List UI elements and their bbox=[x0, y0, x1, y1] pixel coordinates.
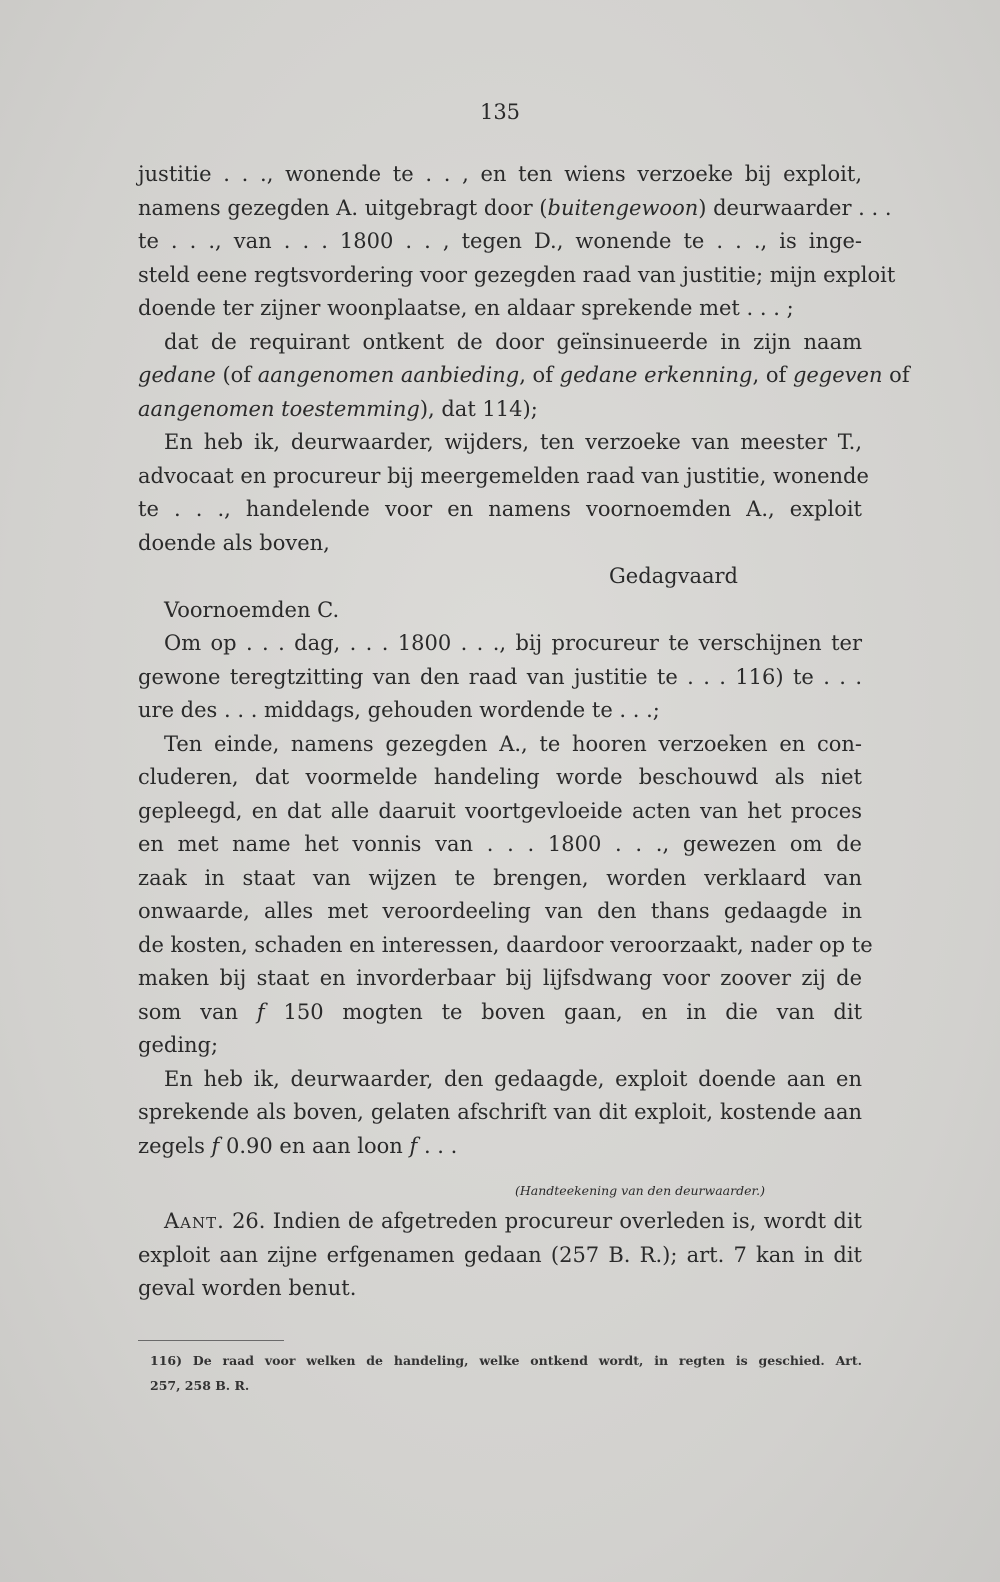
text-line: advocaat en procureur bij meergemelden raad van justitie, wonende bbox=[138, 463, 869, 488]
note-line: exploit aan zijne erfgenamen gedaan (257 B. R.); art. 7 kan in dit bbox=[138, 1242, 862, 1267]
note-line: Aant. 26. Indien de afgetreden procureur overleden is, wordt dit bbox=[164, 1209, 862, 1233]
text-line: ure des . . . middags, gehouden wordende te . . .; bbox=[138, 698, 660, 722]
text-line: en met name het vonnis van . . . 1800 . . ., gewezen om de bbox=[138, 832, 862, 856]
text-line: som van f 150 mogten te boven gaan, en in die van dit bbox=[138, 999, 863, 1024]
text-line: onwaarde, alles met veroordeeling van den thans gedaagde in bbox=[138, 899, 862, 923]
text-line: steld eene regtsvordering voor gezegden raad van justitie; mijn exploit bbox=[138, 262, 896, 287]
footnote-line: 116) De raad voor welken de handeling, welke ontkend wordt, in regten is geschied. Art. bbox=[150, 1353, 862, 1368]
text-line: justitie . . ., wonende te . . , en ten wiens verzoeke bij exploit, bbox=[138, 162, 862, 186]
annotation-note bbox=[138, 1205, 862, 1306]
footnote bbox=[150, 1348, 862, 1398]
text-line: Om op . . . dag, . . . 1800 . . ., bij procureur te verschijnen ter bbox=[164, 631, 862, 655]
text-line: te . . ., van . . . 1800 . . , tegen D., wonende te . . ., is inge- bbox=[138, 229, 862, 253]
text-line: gewone teregtzitting van den raad van justitie te . . . 116) te . . . bbox=[138, 664, 862, 689]
body-text bbox=[138, 158, 910, 1163]
footnote-line: 257, 258 B. R. bbox=[150, 1378, 250, 1393]
text-line: dat de requirant ontkent de door geïnsinueerde in zijn naam bbox=[164, 329, 862, 354]
text-line: geding; bbox=[138, 1033, 219, 1057]
text-line: Voornoemden C. bbox=[164, 597, 340, 622]
page-number: 135 bbox=[479, 100, 521, 124]
note-line: geval worden benut. bbox=[138, 1276, 357, 1300]
text-line: gepleegd, en dat alle daaruit voortgevloeide acten van het proces bbox=[138, 798, 862, 823]
text-line: gedane (of aangenomen aanbieding, of gedane erkenning, of gegeven of bbox=[138, 363, 910, 387]
text-line: En heb ik, deurwaarder, den gedaagde, exploit doende aan en bbox=[164, 1066, 862, 1091]
text-line: te . . ., handelende voor en namens voornoemden A., exploit bbox=[138, 497, 862, 521]
signature-placeholder: (Handteekening van den deurwaarder.) bbox=[515, 1183, 765, 1198]
text-line: cluderen, dat voormelde handeling worde beschouwd als niet bbox=[138, 765, 862, 789]
text-line: doende ter zijner woonplaatse, en aldaar sprekende met . . . ; bbox=[138, 296, 794, 320]
footnote-divider bbox=[138, 1340, 284, 1341]
text-line: doende als boven, bbox=[138, 530, 330, 555]
text-line: aangenomen toestemming), dat 114); bbox=[138, 396, 538, 421]
text-line: zaak in staat van wijzen te brengen, worden verklaard van bbox=[138, 865, 862, 890]
text-line: sprekende als boven, gelaten afschrift van dit exploit, kostende aan bbox=[138, 1100, 862, 1124]
text-line: zegels f 0.90 en aan loon f . . . bbox=[138, 1133, 458, 1158]
heading-gedagvaard: Gedagvaard bbox=[609, 564, 738, 588]
text-line: Ten einde, namens gezegden A., te hooren verzoeken en con- bbox=[164, 731, 862, 756]
text-line: maken bij staat en invorderbaar bij lijfsdwang voor zoover zij de bbox=[138, 966, 862, 990]
text-line: de kosten, schaden en interessen, daardoor veroorzaakt, nader op te bbox=[138, 932, 873, 957]
text-line: namens gezegden A. uitgebragt door (buitengewoon) deurwaarder . . . bbox=[138, 195, 892, 220]
text-line: En heb ik, deurwaarder, wijders, ten verzoeke van meester T., bbox=[164, 430, 862, 454]
